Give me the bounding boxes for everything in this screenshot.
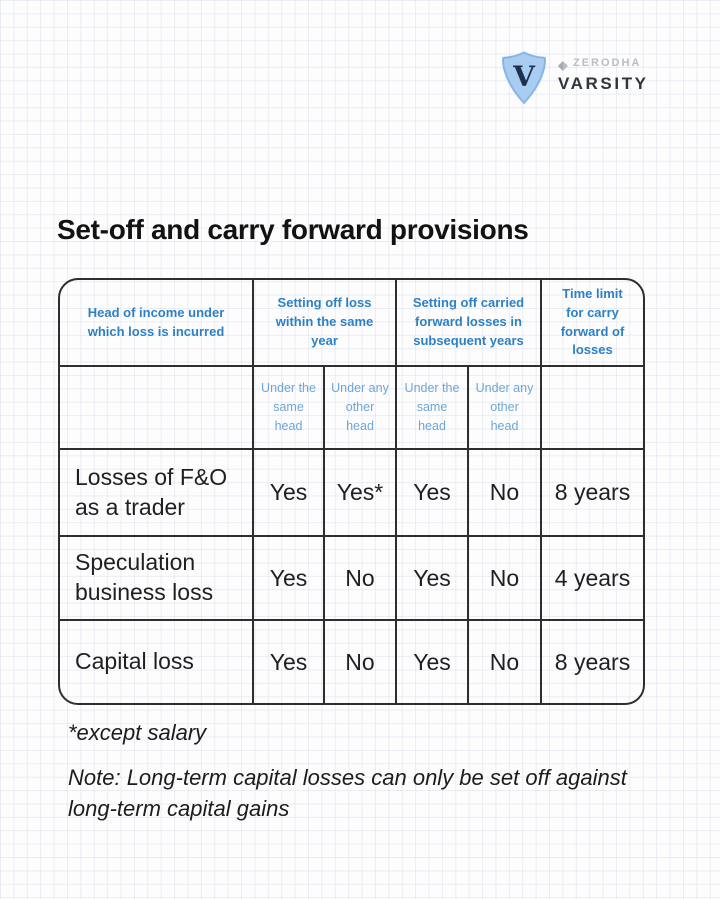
- row1-time-limit: 8 years: [540, 448, 643, 535]
- row2-same-year-other-head: No: [323, 535, 395, 619]
- shield-letter: V: [513, 60, 535, 93]
- header-setting-off-same-year: Setting off loss within the same year: [252, 280, 395, 365]
- row-label-fo-losses: Losses of F&O as a trader: [60, 448, 252, 535]
- varsity-wordmark: VARSITY: [558, 74, 649, 93]
- subheader-empty-right: [540, 365, 643, 448]
- row-label-capital-loss: Capital loss: [60, 619, 252, 703]
- row1-same-year-other-head: Yes*: [323, 448, 395, 535]
- subheader-empty-left: [60, 365, 252, 448]
- subheader-other-head-2: Under any other head: [467, 365, 540, 448]
- subheader-same-head-1: Under the same head: [252, 365, 323, 448]
- header-setting-off-carried-forward: Setting off carried forward losses in subsequent years: [395, 280, 540, 365]
- zerodha-wordmark: ZERODHA: [573, 57, 642, 69]
- shield-icon: [499, 50, 549, 106]
- row2-subsequent-same-head: Yes: [395, 535, 467, 619]
- row2-subsequent-other-head: No: [467, 535, 540, 619]
- row3-subsequent-same-head: Yes: [395, 619, 467, 703]
- row2-time-limit: 4 years: [540, 535, 643, 619]
- row1-same-year-same-head: Yes: [252, 448, 323, 535]
- subheader-same-head-2: Under the same head: [395, 365, 467, 448]
- row3-same-year-other-head: No: [323, 619, 395, 703]
- brand-text: [558, 50, 649, 94]
- zerodha-kite-icon: [558, 58, 568, 68]
- varsity-logo: [499, 50, 649, 106]
- page-title: Set-off and carry forward provisions: [57, 214, 529, 245]
- subheader-other-head-1: Under any other head: [323, 365, 395, 448]
- row1-subsequent-other-head: No: [467, 448, 540, 535]
- row3-subsequent-other-head: No: [467, 619, 540, 703]
- row3-same-year-same-head: Yes: [252, 619, 323, 703]
- header-time-limit: Time limit for carry forward of losses: [540, 280, 643, 365]
- row2-same-year-same-head: Yes: [252, 535, 323, 619]
- row3-time-limit: 8 years: [540, 619, 643, 703]
- row-label-speculation-loss: Speculation business loss: [60, 535, 252, 619]
- long-term-note: Note: Long-term capital losses can only be set off against long-term capital gains: [68, 765, 627, 822]
- header-head-of-income: Head of income under which loss is incurred: [87, 304, 225, 339]
- provisions-table: [58, 278, 645, 705]
- row1-subsequent-same-head: Yes: [395, 448, 467, 535]
- asterisk-footnote: *except salary: [68, 720, 207, 745]
